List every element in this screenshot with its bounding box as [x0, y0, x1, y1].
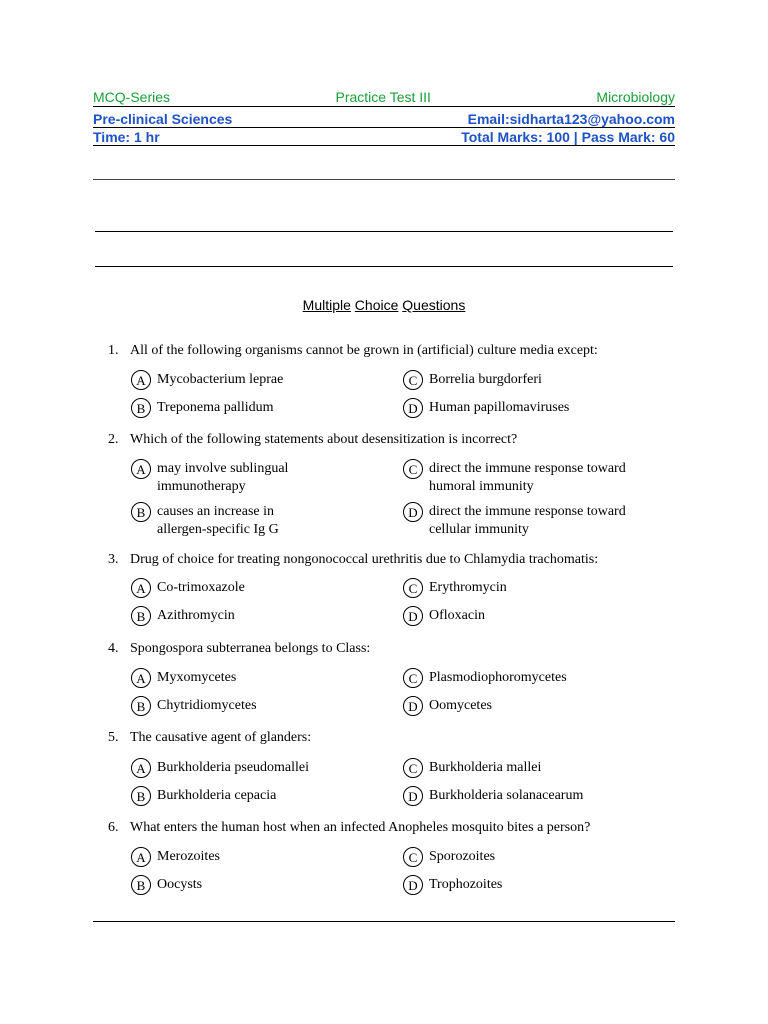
option-5c[interactable]	[403, 759, 649, 778]
option-letter-badge: B	[131, 606, 151, 626]
subject-label: Microbiology	[596, 89, 675, 105]
option-5a[interactable]	[131, 759, 377, 778]
option-6d[interactable]	[403, 876, 649, 895]
blank-line-1	[93, 179, 675, 180]
option-text: Co-trimoxazole	[157, 580, 245, 595]
option-2a[interactable]	[131, 460, 317, 496]
option-letter-badge: C	[403, 459, 423, 479]
option-letter-badge: C	[403, 758, 423, 778]
section-label: Pre-clinical Sciences	[93, 111, 233, 127]
option-6c[interactable]	[403, 848, 649, 867]
option-3a[interactable]	[131, 579, 377, 598]
question-4	[108, 641, 688, 657]
page-title	[0, 297, 768, 313]
option-3b[interactable]	[131, 607, 377, 626]
header-row-2	[93, 111, 675, 127]
option-text: Mycobacterium leprae	[157, 372, 284, 387]
footer-divider	[93, 921, 675, 922]
option-letter-badge: D	[403, 696, 423, 716]
option-letter-badge: A	[131, 758, 151, 778]
option-letter-badge: C	[403, 668, 423, 688]
option-letter-badge: D	[403, 502, 423, 522]
option-letter-badge: B	[131, 398, 151, 418]
option-1b[interactable]	[131, 399, 377, 418]
option-letter-badge: D	[403, 606, 423, 626]
header-row-1	[93, 89, 675, 105]
option-1c[interactable]	[403, 371, 649, 390]
option-letter-badge: C	[403, 847, 423, 867]
test-label: Practice Test III	[335, 89, 431, 105]
header-divider-2	[93, 127, 675, 128]
option-letter-badge: A	[131, 668, 151, 688]
option-text: Plasmodiophoromycetes	[429, 670, 567, 685]
option-2c[interactable]	[403, 460, 649, 496]
option-2b[interactable]	[131, 503, 307, 539]
title-word-1: Multiple	[302, 297, 351, 313]
option-4b[interactable]	[131, 697, 377, 716]
option-text: Treponema pallidum	[157, 400, 274, 415]
option-5d[interactable]	[403, 787, 649, 806]
option-letter-badge: B	[131, 875, 151, 895]
option-letter-badge: B	[131, 696, 151, 716]
option-letter-badge: D	[403, 398, 423, 418]
option-letter-badge: D	[403, 875, 423, 895]
option-text: Borrelia burgdorferi	[429, 372, 542, 387]
option-text: Sporozoites	[429, 849, 496, 864]
option-text: Burkholderia cepacia	[157, 788, 277, 803]
option-5b[interactable]	[131, 787, 377, 806]
option-text: Oomycetes	[429, 698, 492, 713]
blank-line-3	[95, 266, 673, 267]
header-divider-1	[93, 106, 675, 107]
option-6b[interactable]	[131, 876, 377, 895]
question-1	[108, 343, 688, 359]
option-text: Azithromycin	[157, 608, 235, 623]
option-text: direct the immune response toward cellular immunity	[429, 504, 626, 537]
question-number: 5.	[108, 730, 119, 745]
option-text: Burkholderia mallei	[429, 760, 542, 775]
option-letter-badge: B	[131, 502, 151, 522]
question-5	[108, 730, 688, 746]
question-2	[108, 432, 688, 448]
email-link[interactable]: Email:sidharta123@yahoo.com	[467, 111, 675, 127]
marks-label: Total Marks: 100 | Pass Mark: 60	[461, 129, 675, 145]
option-text: causes an increase in allergen-specific Ig G	[157, 504, 279, 537]
question-text: Spongospora subterranea belongs to Class:	[130, 641, 371, 656]
question-number: 3.	[108, 552, 119, 567]
option-text: Oocysts	[157, 877, 203, 892]
series-label: MCQ-Series	[93, 89, 171, 105]
option-text: Myxomycetes	[157, 670, 237, 685]
option-letter-badge: A	[131, 578, 151, 598]
option-letter-badge: A	[131, 370, 151, 390]
option-2d[interactable]	[403, 503, 649, 539]
time-label: Time: 1 hr	[93, 129, 160, 145]
option-letter-badge: A	[131, 459, 151, 479]
question-text: Which of the following statements about desensitization is incorrect?	[130, 432, 518, 447]
option-text: Trophozoites	[429, 877, 503, 892]
option-letter-badge: B	[131, 786, 151, 806]
header-divider-3	[93, 145, 675, 146]
option-text: Chytridiomycetes	[157, 698, 257, 713]
option-letter-badge: A	[131, 847, 151, 867]
question-number: 2.	[108, 432, 119, 447]
option-letter-badge: D	[403, 786, 423, 806]
question-number: 1.	[108, 343, 119, 358]
option-3c[interactable]	[403, 579, 649, 598]
question-3	[108, 552, 688, 568]
option-1a[interactable]	[131, 371, 377, 390]
option-text: Ofloxacin	[429, 608, 485, 623]
title-word-2: Choice	[354, 297, 399, 313]
option-text: Burkholderia solanacearum	[429, 788, 584, 803]
question-text: What enters the human host when an infected Anopheles mosquito bites a person?	[130, 820, 591, 835]
option-1d[interactable]	[403, 399, 649, 418]
option-text: Merozoites	[157, 849, 220, 864]
option-4a[interactable]	[131, 669, 377, 688]
question-number: 4.	[108, 641, 119, 656]
option-3d[interactable]	[403, 607, 649, 626]
question-text: The causative agent of glanders:	[130, 730, 312, 745]
option-6a[interactable]	[131, 848, 377, 867]
option-text: Erythromycin	[429, 580, 507, 595]
question-number: 6.	[108, 820, 119, 835]
header-row-3	[93, 129, 675, 145]
option-letter-badge: C	[403, 578, 423, 598]
option-text: may involve sublingual immunotherapy	[157, 461, 289, 494]
option-letter-badge: C	[403, 370, 423, 390]
option-text: direct the immune response toward humoral immunity	[429, 461, 626, 494]
option-text: Burkholderia pseudomallei	[157, 760, 310, 775]
question-text: Drug of choice for treating nongonococcal urethritis due to Chlamydia trachomatis:	[130, 552, 599, 567]
question-6	[108, 820, 688, 836]
option-text: Human papillomaviruses	[429, 400, 570, 415]
question-text: All of the following organisms cannot be grown in (artificial) culture media except:	[130, 343, 598, 358]
blank-line-2	[95, 231, 673, 232]
option-4d[interactable]	[403, 697, 649, 716]
option-4c[interactable]	[403, 669, 649, 688]
title-word-3: Questions	[402, 297, 466, 313]
